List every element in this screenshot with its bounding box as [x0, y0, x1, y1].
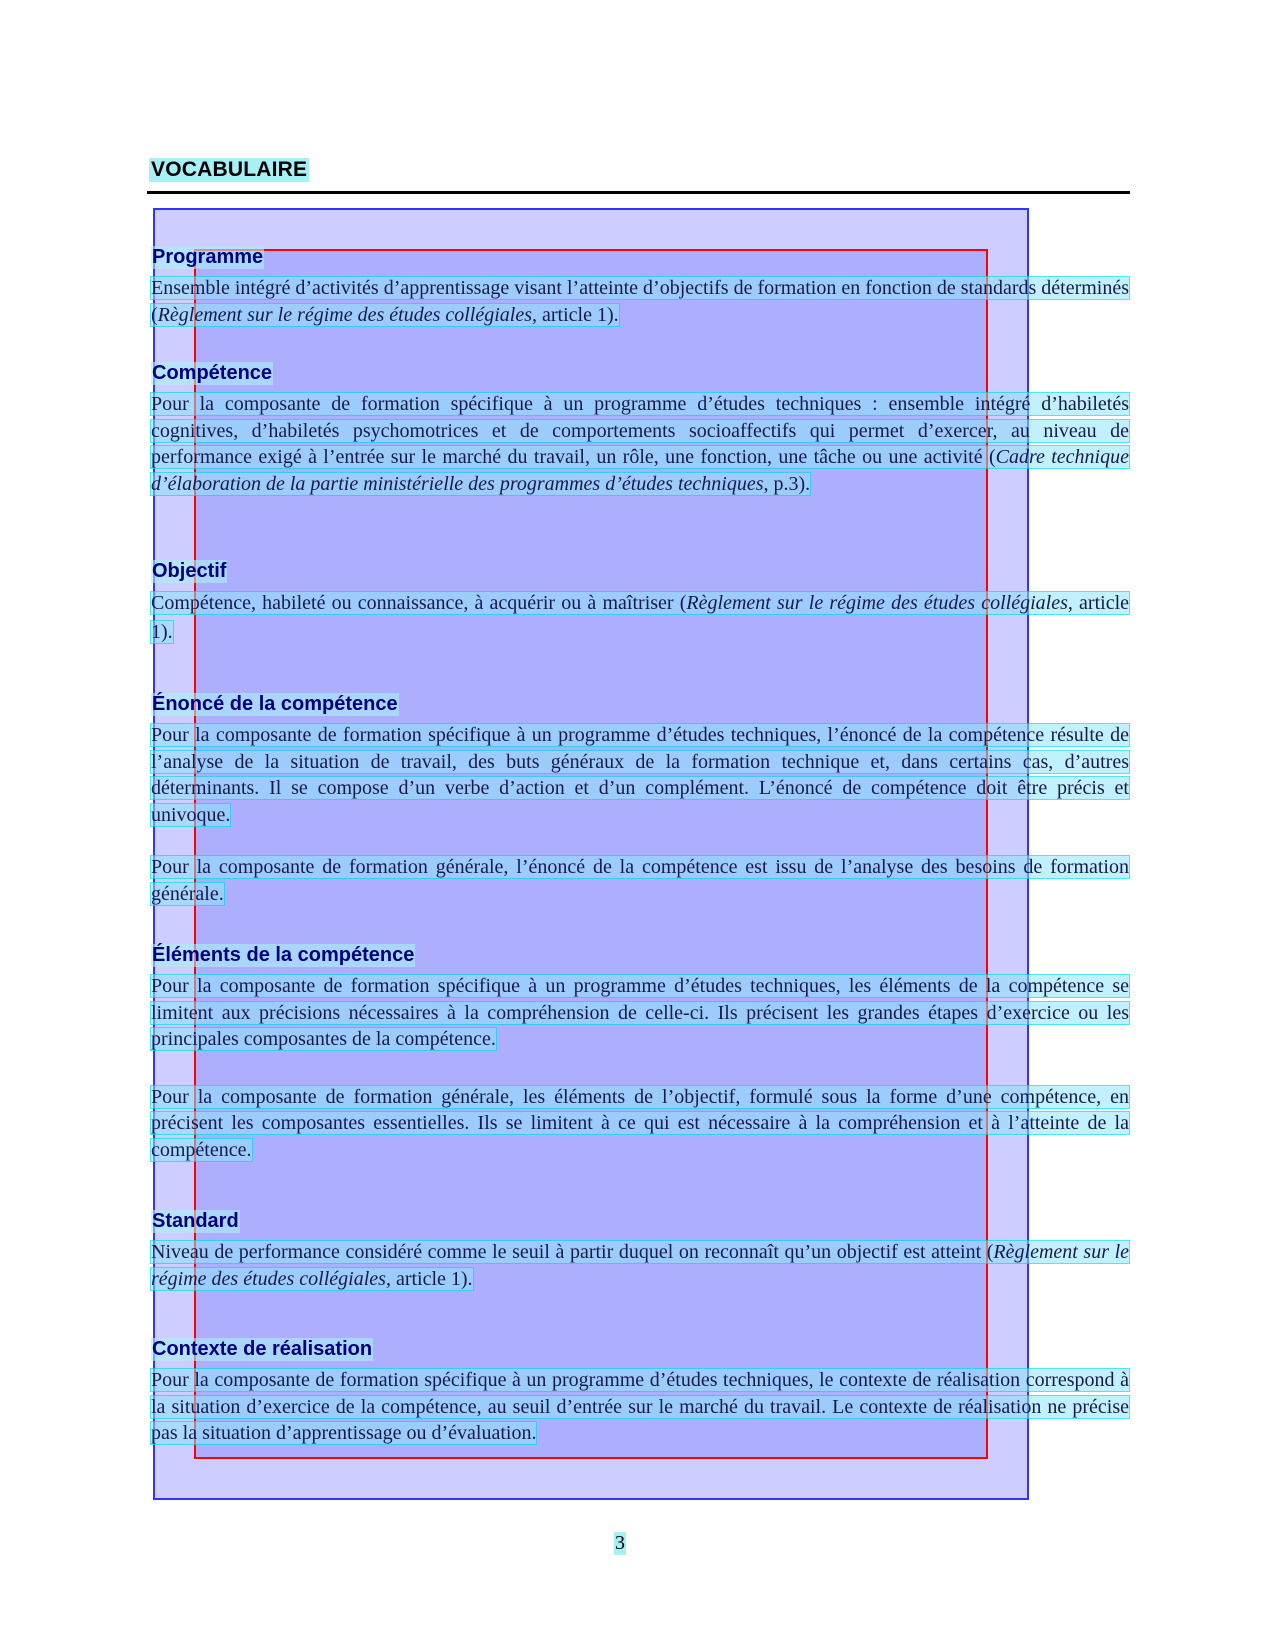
reference-title: Règlement sur le régime des études collégiales [157, 303, 533, 326]
definition-paragraph: Ensemble intégré d’activités d’apprentissage visant l’atteinte d’objectifs de formation en fonction de standards déterminés (Règlement sur le régime des études collégiales, article 1). [151, 277, 1130, 326]
section-objectif [151, 560, 1129, 693]
section-heading: Standard [152, 1210, 239, 1232]
section-contexte [151, 1338, 1129, 1447]
section-heading: Compétence [152, 362, 273, 384]
section-programme [151, 246, 1129, 362]
section-heading: Éléments de la compétence [152, 944, 415, 966]
definition-paragraph: Compétence, habileté ou connaissance, à acquérir ou à maîtriser (Règlement sur le régime des études collégiales, article 1). [151, 592, 1130, 643]
section-enonce [151, 693, 1129, 944]
definition-paragraph: Pour la composante de formation spécifique à un programme d’études techniques, le contexte de réalisation correspond à la situation d’exercice de la compétence, au seuil d’entrée sur le marché du travail. Le contexte de réalisation ne précise pas la situation d’apprentissage ou d’évaluation. [151, 1369, 1129, 1444]
definition-paragraph: Niveau de performance considéré comme le seuil à partir duquel on reconnaît qu’un objectif est atteint (Règlement sur le régime des études collégiales, article 1). [151, 1241, 1130, 1290]
reference-title: Règlement sur le régime des études collégiales [151, 1241, 1130, 1290]
section-heading: Programme [152, 246, 264, 268]
title-rule [147, 191, 1130, 194]
page-title: VOCABULAIRE [151, 158, 308, 181]
section-standard [151, 1210, 1129, 1338]
definition-paragraph: Pour la composante de formation générale, l’énoncé de la compétence est issu de l’analyse des besoins de formation générale. [151, 856, 1129, 905]
page-number: 3 [615, 1532, 625, 1554]
reference-title: Cadre technique d’élaboration de la partie ministérielle des programmes d’études techniques [151, 446, 1129, 495]
section-elements [151, 944, 1129, 1210]
section-competence [151, 362, 1129, 560]
section-heading: Énoncé de la compétence [152, 693, 398, 715]
definition-paragraph: Pour la composante de formation générale, les éléments de l’objectif, formulé sous la forme d’une compétence, en précisent les composantes essentielles. Ils se limitent à ce qui est nécessaire à la compréhension et à l’atteinte de la compétence. [151, 1085, 1129, 1161]
definition-paragraph: Pour la composante de formation spécifique à un programme d’études techniques, les éléments de la compétence se limitent aux précisions nécessaires à la compréhension de celle-ci. Ils précisent les grandes étapes d’exercice ou les principales composantes de la compétence. [151, 975, 1129, 1050]
vocabulary-content [151, 246, 1129, 1447]
section-heading: Objectif [152, 560, 227, 582]
reference-title: Règlement sur le régime des études collégiales [686, 592, 1068, 614]
section-heading: Contexte de réalisation [152, 1338, 373, 1360]
definition-paragraph: Pour la composante de formation spécifique à un programme d’études techniques : ensemble intégré d’habiletés cognitives, d’habiletés psychomotrices et de comportements socioaffectifs qui permet d’exercer, au niveau de performance exigé à l’entrée sur le marché du travail, un rôle, une fonction, une tâche ou une activité (Cadre technique d’élaboration de la partie ministérielle des programmes d’études techniques, p.3). [151, 393, 1129, 495]
definition-paragraph: Pour la composante de formation spécifique à un programme d’études techniques, l’énoncé de la compétence résulte de l’analyse de la situation de travail, des buts généraux de la formation technique et, dans certains cas, d’autres déterminants. Il se compose d’un verbe d’action et d’un complément. L’énoncé de compétence doit être précis et univoque. [151, 724, 1129, 826]
